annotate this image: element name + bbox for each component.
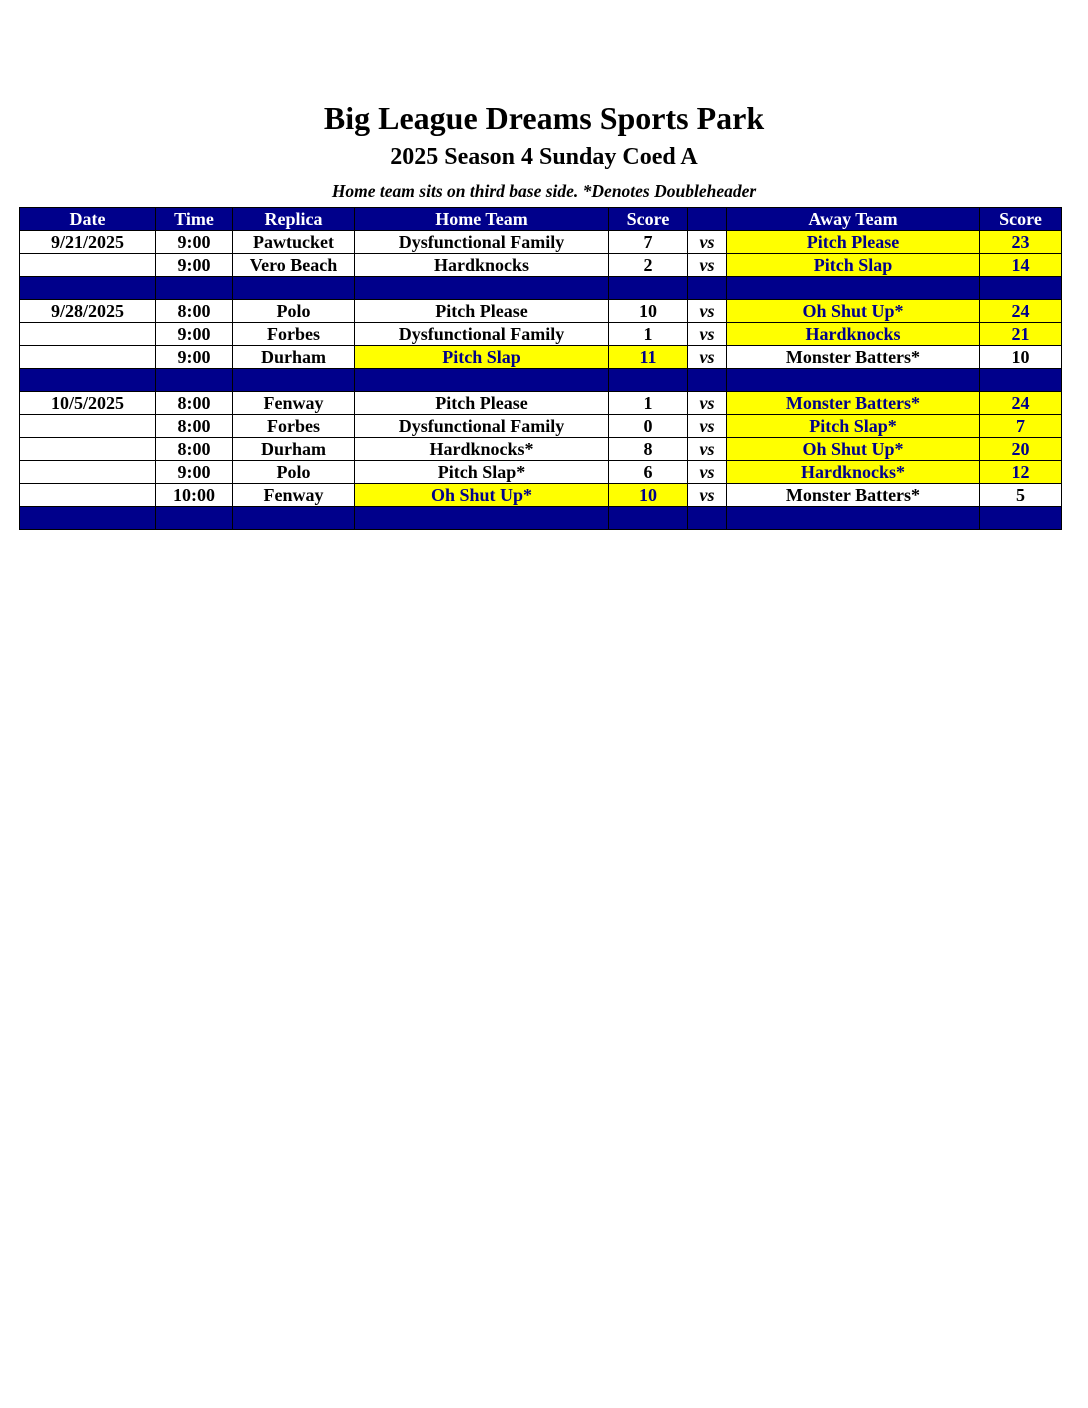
schedule-body [20, 231, 1062, 530]
time-cell: 8:00 [156, 300, 233, 323]
separator-cell [156, 507, 233, 530]
time-cell: 8:00 [156, 392, 233, 415]
away-team-cell: Monster Batters* [727, 392, 980, 415]
away-score-cell: 21 [980, 323, 1062, 346]
separator-cell [233, 277, 355, 300]
separator-cell [609, 369, 688, 392]
away-score-cell: 12 [980, 461, 1062, 484]
date-cell [20, 484, 156, 507]
replica-cell: Forbes [233, 323, 355, 346]
away-team-cell: Pitch Please [727, 231, 980, 254]
away-score-cell: 20 [980, 438, 1062, 461]
away-team-cell: Pitch Slap* [727, 415, 980, 438]
date-cell [20, 415, 156, 438]
replica-cell: Fenway [233, 392, 355, 415]
away-team-cell: Monster Batters* [727, 346, 980, 369]
vs-cell: vs [688, 461, 727, 484]
home-score-cell: 11 [609, 346, 688, 369]
separator-cell [233, 369, 355, 392]
separator-cell [355, 277, 609, 300]
time-cell: 10:00 [156, 484, 233, 507]
time-cell: 9:00 [156, 254, 233, 277]
vs-cell: vs [688, 346, 727, 369]
home-score-cell: 10 [609, 300, 688, 323]
home-score-cell: 1 [609, 392, 688, 415]
separator-cell [355, 369, 609, 392]
separator-cell [156, 277, 233, 300]
time-cell: 9:00 [156, 461, 233, 484]
home-score-cell: 0 [609, 415, 688, 438]
col-header-away-score: Score [980, 208, 1062, 231]
table-row [20, 231, 1062, 254]
separator-cell [609, 507, 688, 530]
away-team-cell: Oh Shut Up* [727, 300, 980, 323]
home-score-cell: 10 [609, 484, 688, 507]
home-score-cell: 2 [609, 254, 688, 277]
col-header-date: Date [20, 208, 156, 231]
home-score-cell: 1 [609, 323, 688, 346]
date-cell [20, 438, 156, 461]
away-score-cell: 14 [980, 254, 1062, 277]
separator-row [20, 369, 1062, 392]
col-header-time: Time [156, 208, 233, 231]
replica-cell: Vero Beach [233, 254, 355, 277]
home-team-cell: Pitch Slap* [355, 461, 609, 484]
date-cell [20, 461, 156, 484]
replica-cell: Polo [233, 461, 355, 484]
table-row [20, 392, 1062, 415]
away-team-cell: Monster Batters* [727, 484, 980, 507]
table-row [20, 300, 1062, 323]
away-team-cell: Hardknocks* [727, 461, 980, 484]
vs-cell: vs [688, 392, 727, 415]
replica-cell: Durham [233, 346, 355, 369]
home-team-cell: Dysfunctional Family [355, 323, 609, 346]
replica-cell: Durham [233, 438, 355, 461]
replica-cell: Polo [233, 300, 355, 323]
vs-cell: vs [688, 323, 727, 346]
separator-cell [980, 277, 1062, 300]
time-cell: 9:00 [156, 346, 233, 369]
separator-cell [980, 369, 1062, 392]
schedule-table [19, 207, 1062, 530]
separator-cell [727, 507, 980, 530]
table-row [20, 484, 1062, 507]
away-score-cell: 24 [980, 300, 1062, 323]
vs-cell: vs [688, 231, 727, 254]
separator-cell [688, 277, 727, 300]
home-team-cell: Oh Shut Up* [355, 484, 609, 507]
vs-cell: vs [688, 300, 727, 323]
table-row [20, 323, 1062, 346]
col-header-home-score: Score [609, 208, 688, 231]
time-cell: 8:00 [156, 438, 233, 461]
home-team-cell: Pitch Slap [355, 346, 609, 369]
away-score-cell: 23 [980, 231, 1062, 254]
replica-cell: Fenway [233, 484, 355, 507]
page-title: Big League Dreams Sports Park [323, 100, 765, 136]
table-row [20, 415, 1062, 438]
separator-cell [609, 277, 688, 300]
away-score-cell: 24 [980, 392, 1062, 415]
separator-cell [688, 507, 727, 530]
separator-cell [727, 369, 980, 392]
separator-row [20, 277, 1062, 300]
away-team-cell: Pitch Slap [727, 254, 980, 277]
col-header-replica: Replica [233, 208, 355, 231]
replica-cell: Pawtucket [233, 231, 355, 254]
header-row [20, 208, 1062, 231]
table-row [20, 461, 1062, 484]
away-team-cell: Hardknocks [727, 323, 980, 346]
table-row [20, 346, 1062, 369]
separator-cell [20, 277, 156, 300]
home-team-cell: Pitch Please [355, 300, 609, 323]
away-team-cell: Oh Shut Up* [727, 438, 980, 461]
col-header-away-team: Away Team [727, 208, 980, 231]
vs-cell: vs [688, 415, 727, 438]
home-team-cell: Hardknocks* [355, 438, 609, 461]
home-score-cell: 6 [609, 461, 688, 484]
home-team-cell: Dysfunctional Family [355, 415, 609, 438]
vs-cell: vs [688, 254, 727, 277]
vs-cell: vs [688, 484, 727, 507]
home-team-cell: Hardknocks [355, 254, 609, 277]
separator-cell [156, 369, 233, 392]
table-row [20, 254, 1062, 277]
separator-cell [233, 507, 355, 530]
separator-cell [20, 507, 156, 530]
separator-cell [20, 369, 156, 392]
separator-cell [688, 369, 727, 392]
date-cell [20, 346, 156, 369]
time-cell: 9:00 [156, 323, 233, 346]
time-cell: 8:00 [156, 415, 233, 438]
home-score-cell: 7 [609, 231, 688, 254]
home-score-cell: 8 [609, 438, 688, 461]
separator-cell [980, 507, 1062, 530]
table-row [20, 438, 1062, 461]
time-cell: 9:00 [156, 231, 233, 254]
schedule-note: Home team sits on third base side. *Denotes Doubleheader [331, 181, 757, 201]
date-cell: 10/5/2025 [20, 392, 156, 415]
separator-cell [355, 507, 609, 530]
separator-row [20, 507, 1062, 530]
col-header-home-team: Home Team [355, 208, 609, 231]
away-score-cell: 5 [980, 484, 1062, 507]
date-cell: 9/21/2025 [20, 231, 156, 254]
home-team-cell: Dysfunctional Family [355, 231, 609, 254]
page-subtitle: 2025 Season 4 Sunday Coed A [390, 144, 698, 170]
home-team-cell: Pitch Please [355, 392, 609, 415]
away-score-cell: 7 [980, 415, 1062, 438]
date-cell [20, 323, 156, 346]
date-cell [20, 254, 156, 277]
col-header-vs [688, 208, 727, 231]
separator-cell [727, 277, 980, 300]
date-cell: 9/28/2025 [20, 300, 156, 323]
vs-cell: vs [688, 438, 727, 461]
replica-cell: Forbes [233, 415, 355, 438]
away-score-cell: 10 [980, 346, 1062, 369]
